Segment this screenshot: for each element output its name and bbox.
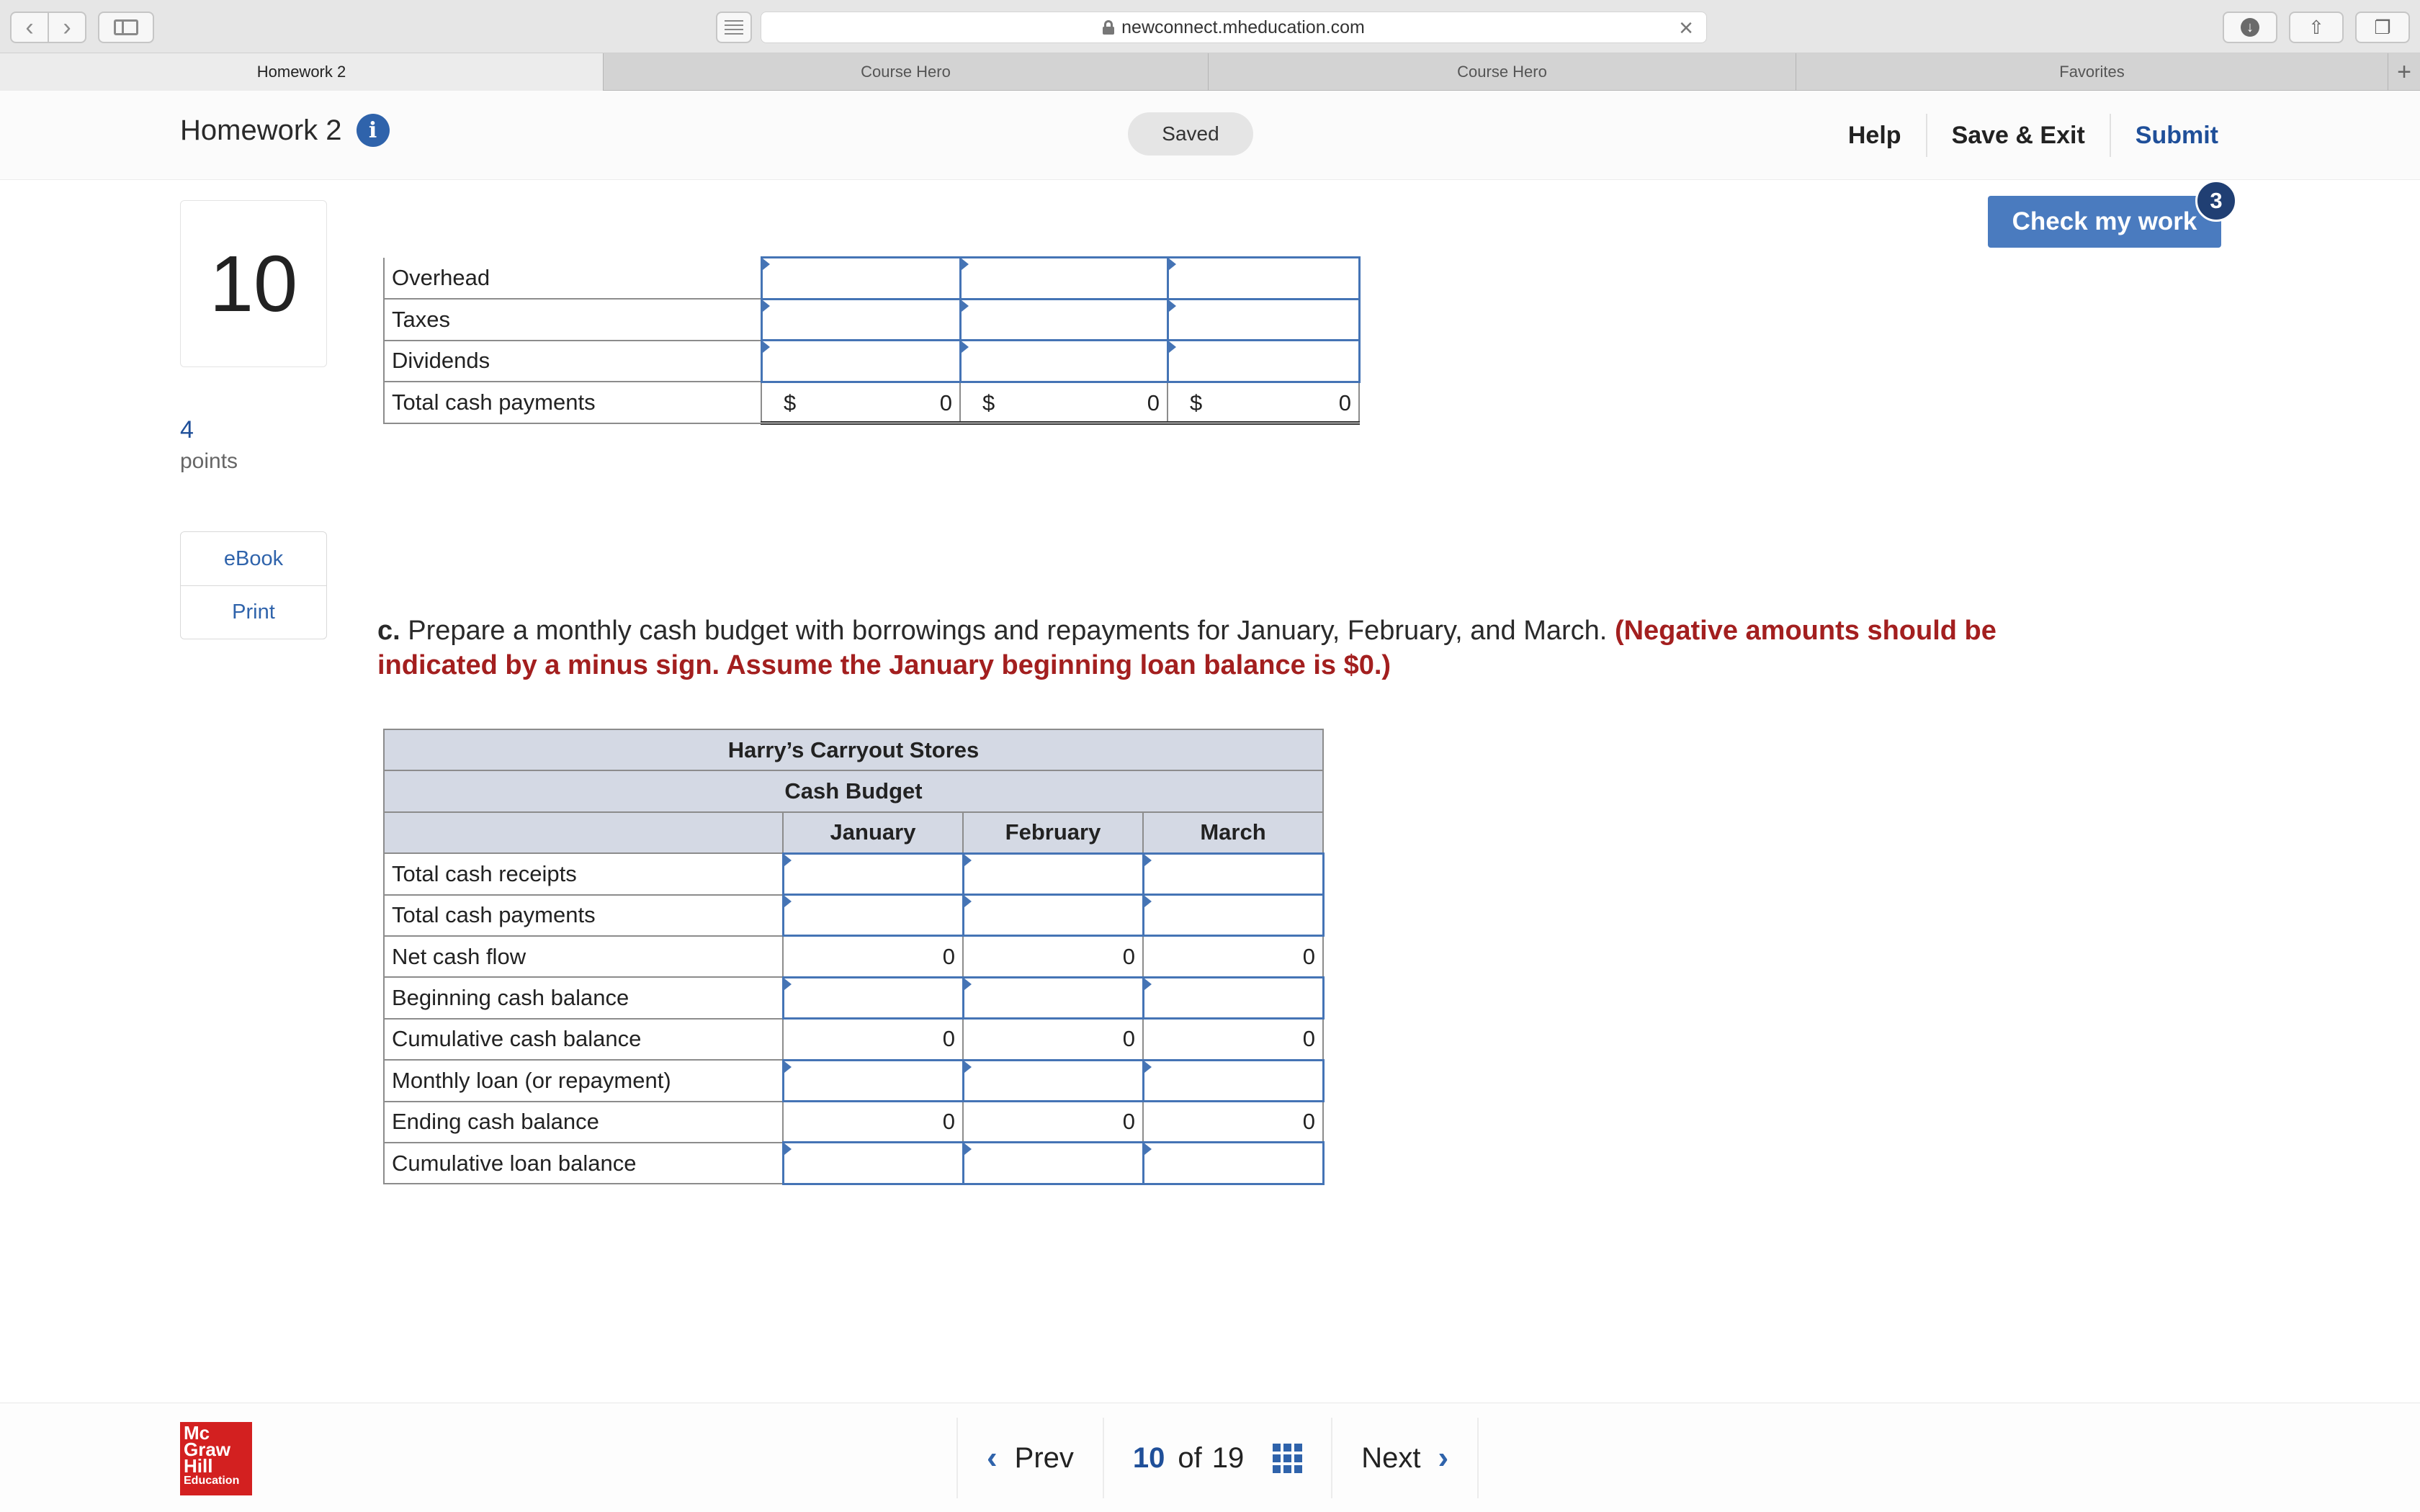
table-row — [384, 1102, 1323, 1143]
total-payments-jan — [761, 382, 960, 423]
row-label: Beginning cash balance — [384, 977, 783, 1018]
reader-view-button[interactable] — [716, 12, 752, 43]
lock-icon — [1103, 20, 1114, 35]
question-instruction — [377, 613, 2106, 683]
ending-cash-jan: 0 — [783, 1102, 963, 1143]
row-label: Monthly loan (or repayment) — [384, 1060, 783, 1101]
cumulative-cash-mar: 0 — [1143, 1019, 1323, 1060]
dividends-mar-input[interactable] — [1168, 341, 1359, 382]
question-number: 10 — [180, 200, 327, 367]
table-row — [384, 977, 1323, 1018]
history-nav — [10, 12, 86, 43]
loan-balance-feb-input[interactable] — [963, 1143, 1143, 1184]
table-row — [384, 1060, 1323, 1101]
assignment-title: Homework 2 — [180, 114, 342, 146]
logo-line: Education — [184, 1475, 240, 1487]
chevron-left-icon: ‹ — [987, 1440, 998, 1475]
info-icon[interactable]: i — [357, 114, 390, 147]
row-label: Cumulative cash balance — [384, 1019, 783, 1060]
receipts-feb-input[interactable] — [963, 853, 1143, 894]
check-my-work-button[interactable]: Check my work — [1988, 196, 2221, 248]
instruction-text: Prepare a monthly cash budget with borrowings and repayments for January, February, and March. — [408, 616, 1608, 646]
next-label: Next — [1361, 1441, 1421, 1474]
ending-cash-mar: 0 — [1143, 1102, 1323, 1143]
tabs-icon: ❐ — [2374, 16, 2391, 38]
help-link[interactable]: Help — [1847, 121, 1901, 149]
cash-budget-table — [383, 729, 1325, 1185]
row-label-taxes: Taxes — [384, 299, 761, 341]
tab-label: Homework 2 — [256, 63, 346, 81]
mcgraw-hill-logo — [180, 1422, 252, 1495]
submit-link[interactable]: Submit — [2110, 114, 2218, 157]
close-icon[interactable]: × — [1679, 14, 1693, 42]
browser-toolbar — [0, 0, 2420, 53]
col-header-march: March — [1143, 812, 1323, 853]
forward-icon[interactable]: › — [48, 13, 85, 42]
table-row — [384, 1019, 1323, 1060]
points-value: 4 — [180, 416, 194, 444]
overhead-jan-input[interactable] — [761, 258, 960, 300]
back-icon[interactable]: ‹ — [25, 14, 34, 41]
row-label: Ending cash balance — [384, 1102, 783, 1143]
prev-button[interactable] — [956, 1418, 1103, 1498]
header-actions — [1824, 112, 2218, 158]
current-page: 10 — [1132, 1441, 1165, 1474]
attempts-badge: 3 — [2195, 180, 2237, 222]
table-row — [384, 299, 1359, 341]
row-label: Total cash receipts — [384, 853, 783, 894]
part-label: c. — [377, 616, 400, 646]
downloads-button[interactable] — [2223, 12, 2277, 43]
currency-symbol: $ — [1190, 390, 1203, 415]
overhead-mar-input[interactable] — [1168, 258, 1359, 300]
taxes-jan-input[interactable] — [761, 299, 960, 341]
row-label: Cumulative loan balance — [384, 1143, 783, 1184]
loan-feb-input[interactable] — [963, 1060, 1143, 1101]
table-row — [384, 1143, 1323, 1184]
blank-header-cell — [384, 812, 783, 853]
net-flow-jan: 0 — [783, 936, 963, 977]
total-pages: 19 — [1211, 1441, 1245, 1474]
table-row — [384, 936, 1323, 977]
taxes-mar-input[interactable] — [1168, 299, 1359, 341]
overhead-feb-input[interactable] — [960, 258, 1168, 300]
logo-line: Graw — [184, 1439, 231, 1460]
company-name: Harry’s Carryout Stores — [384, 729, 1323, 770]
table-row — [384, 258, 1359, 300]
row-label: Total cash payments — [384, 895, 783, 936]
total-payments-mar — [1168, 382, 1359, 423]
table-row — [384, 382, 1359, 423]
payments-feb-input[interactable] — [963, 895, 1143, 936]
tabs-overview-button[interactable] — [2355, 12, 2410, 43]
table-row — [384, 895, 1323, 936]
tab-homework[interactable] — [0, 53, 604, 91]
currency-symbol: $ — [982, 390, 995, 415]
print-link[interactable]: Print — [181, 585, 326, 639]
tab-label: Course Hero — [861, 63, 951, 81]
chevron-right-icon: › — [1438, 1440, 1449, 1475]
footer — [0, 1403, 2420, 1512]
points-label: points — [180, 449, 238, 473]
table-row — [384, 853, 1323, 894]
table-row — [384, 341, 1359, 382]
of-label: of — [1178, 1441, 1202, 1474]
logo-line: Hill — [184, 1455, 213, 1477]
taxes-feb-input[interactable] — [960, 299, 1168, 341]
prev-label: Prev — [1014, 1441, 1074, 1474]
ebook-link[interactable]: eBook — [223, 546, 284, 570]
row-label-dividends: Dividends — [384, 341, 761, 382]
address-bar[interactable] — [761, 12, 1707, 43]
loan-mar-input[interactable] — [1143, 1060, 1323, 1101]
row-label-total-payments: Total cash payments — [384, 382, 761, 423]
row-label: Net cash flow — [384, 936, 783, 977]
payments-table — [383, 256, 1361, 425]
total-value: 0 — [1338, 390, 1351, 415]
tab-course-hero-1[interactable] — [604, 53, 1209, 91]
share-button[interactable] — [2289, 12, 2344, 43]
row-label-overhead: Overhead — [384, 258, 761, 300]
download-icon: ↓ — [2241, 18, 2259, 37]
payments-jan-input[interactable] — [783, 895, 963, 936]
sidebar-toggle-button[interactable] — [98, 12, 154, 43]
logo-line: Mc — [184, 1422, 210, 1444]
cumulative-cash-jan: 0 — [783, 1019, 963, 1060]
resource-links — [180, 531, 327, 639]
page-title — [180, 114, 390, 147]
beginning-feb-input[interactable] — [963, 977, 1143, 1018]
ending-cash-feb: 0 — [963, 1102, 1143, 1143]
new-tab-button[interactable]: + — [2397, 58, 2411, 86]
dividends-jan-input[interactable] — [761, 341, 960, 382]
total-value: 0 — [939, 390, 952, 415]
total-payments-feb — [960, 382, 1168, 423]
tab-label: Favorites — [2059, 63, 2125, 81]
col-header-february: February — [963, 812, 1143, 853]
tab-label: Course Hero — [1457, 63, 1547, 81]
share-icon: ⇧ — [2308, 16, 2324, 38]
total-value: 0 — [1147, 390, 1160, 415]
col-header-january: January — [783, 812, 963, 853]
loan-balance-jan-input[interactable] — [783, 1143, 963, 1184]
tab-favorites[interactable] — [1796, 53, 2388, 91]
receipts-mar-input[interactable] — [1143, 853, 1323, 894]
beginning-mar-input[interactable] — [1143, 977, 1323, 1018]
saved-status: Saved — [1128, 112, 1253, 156]
cumulative-cash-feb: 0 — [963, 1019, 1143, 1060]
dividends-feb-input[interactable] — [960, 341, 1168, 382]
instruction-note: (Negative amounts should be indicated by a minus sign. Assume the January beginning loan balance is $0.) — [377, 616, 1996, 680]
loan-balance-mar-input[interactable] — [1143, 1143, 1323, 1184]
assignment-header — [0, 91, 2420, 180]
receipts-jan-input[interactable] — [783, 853, 963, 894]
sidebar-icon — [114, 19, 138, 35]
loan-jan-input[interactable] — [783, 1060, 963, 1101]
currency-symbol: $ — [784, 390, 797, 415]
beginning-jan-input[interactable] — [783, 977, 963, 1018]
tab-course-hero-2[interactable] — [1209, 53, 1796, 91]
page-indicator[interactable] — [1103, 1418, 1331, 1498]
net-flow-feb: 0 — [963, 936, 1143, 977]
tab-bar — [0, 53, 2420, 91]
budget-title: Cash Budget — [384, 770, 1323, 811]
grid-icon[interactable] — [1273, 1444, 1302, 1473]
net-flow-mar: 0 — [1143, 936, 1323, 977]
next-button[interactable] — [1331, 1418, 1479, 1498]
save-exit-link[interactable]: Save & Exit — [1926, 114, 2110, 157]
question-pager — [956, 1418, 1479, 1498]
payments-mar-input[interactable] — [1143, 895, 1323, 936]
url-text: newconnect.mheducation.com — [1121, 17, 1365, 37]
